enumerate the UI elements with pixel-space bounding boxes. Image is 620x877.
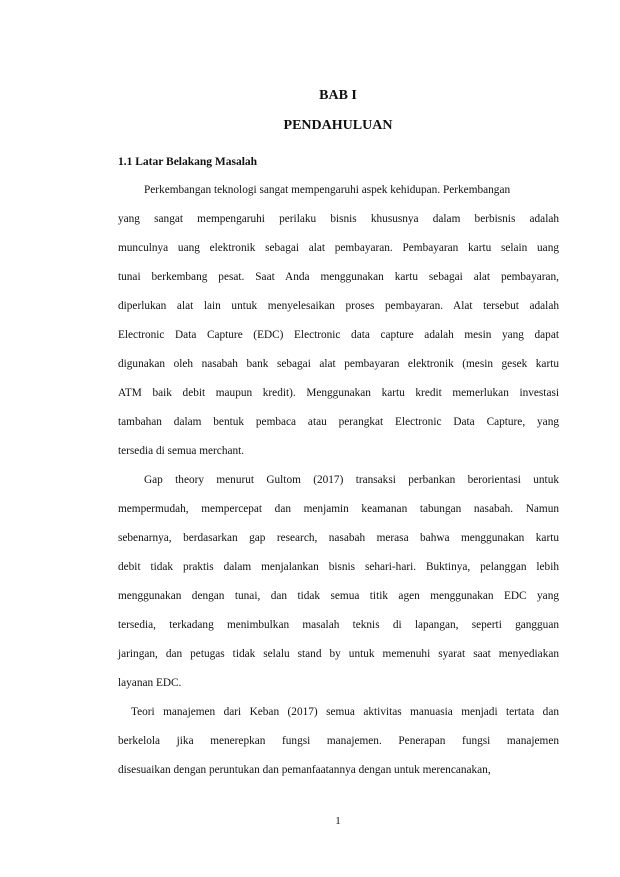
section-heading: 1.1 Latar Belakang Masalah bbox=[118, 156, 258, 168]
paragraph-line: berkelola jika menerepkan fungsi manajemen. Penerapan fungsi manajemen bbox=[118, 735, 559, 747]
paragraph-line: layanan EDC. bbox=[118, 677, 182, 689]
paragraph-line: tunai berkembang pesat. Saat Anda menggunakan kartu sebagai alat pembayaran, bbox=[118, 271, 559, 283]
paragraph-line: Teori manajemen dari Keban (2017) semua aktivitas manuasia menjadi tertata dan bbox=[131, 706, 559, 718]
paragraph-line: yang sangat mempengaruhi perilaku bisnis khususnya dalam berbisnis adalah bbox=[118, 213, 559, 225]
paragraph-line: munculnya uang elektronik sebagai alat pembayaran. Pembayaran kartu selain uang bbox=[118, 242, 559, 254]
paragraph-line: tambahan dalam bentuk pembaca atau perangkat Electronic Data Capture, yang bbox=[118, 416, 559, 428]
paragraph-line: tersedia, terkadang menimbulkan masalah teknis di lapangan, seperti gangguan bbox=[118, 619, 559, 631]
paragraph-line: jaringan, dan petugas tidak selalu stand by untuk memenuhi syarat saat menyediakan bbox=[118, 648, 559, 660]
paragraph-line: Electronic Data Capture (EDC) Electronic data capture adalah mesin yang dapat bbox=[118, 329, 559, 341]
paragraph-line: tersedia di semua merchant. bbox=[118, 445, 245, 457]
paragraph-line: menggunakan dengan tunai, dan tidak semua titik agen menggunakan EDC yang bbox=[118, 590, 559, 602]
paragraph-line: Perkembangan teknologi sangat mempengaruhi aspek kehidupan. Perkembangan bbox=[144, 184, 511, 196]
paragraph-line: diperlukan alat lain untuk menyelesaikan proses pembayaran. Alat tersebut adalah bbox=[118, 300, 559, 312]
page-number: 1 bbox=[335, 815, 341, 827]
paragraph-line: mempermudah, mempercepat dan menjamin keamanan tabungan nasabah. Namun bbox=[118, 503, 559, 515]
paragraph-line: ATM baik debit maupun kredit). Menggunakan kartu kredit memerlukan investasi bbox=[118, 387, 559, 399]
paragraph-line: disesuaikan dengan peruntukan dan pemanfaatannya dengan untuk merencanakan, bbox=[118, 764, 491, 776]
paragraph-line: digunakan oleh nasabah bank sebagai alat pembayaran elektronik (mesin gesek kartu bbox=[118, 358, 559, 370]
paragraph-line: debit tidak praktis dalam menjalankan bisnis sehari-hari. Buktinya, pelanggan lebih bbox=[118, 561, 559, 573]
paragraph-line: Gap theory menurut Gultom (2017) transaksi perbankan berorientasi untuk bbox=[144, 474, 559, 486]
paragraph-line: sebenarnya, berdasarkan gap research, nasabah merasa bahwa menggunakan kartu bbox=[118, 532, 559, 544]
chapter-subtitle: PENDAHULUAN bbox=[283, 118, 393, 133]
chapter-title: BAB I bbox=[319, 88, 357, 103]
